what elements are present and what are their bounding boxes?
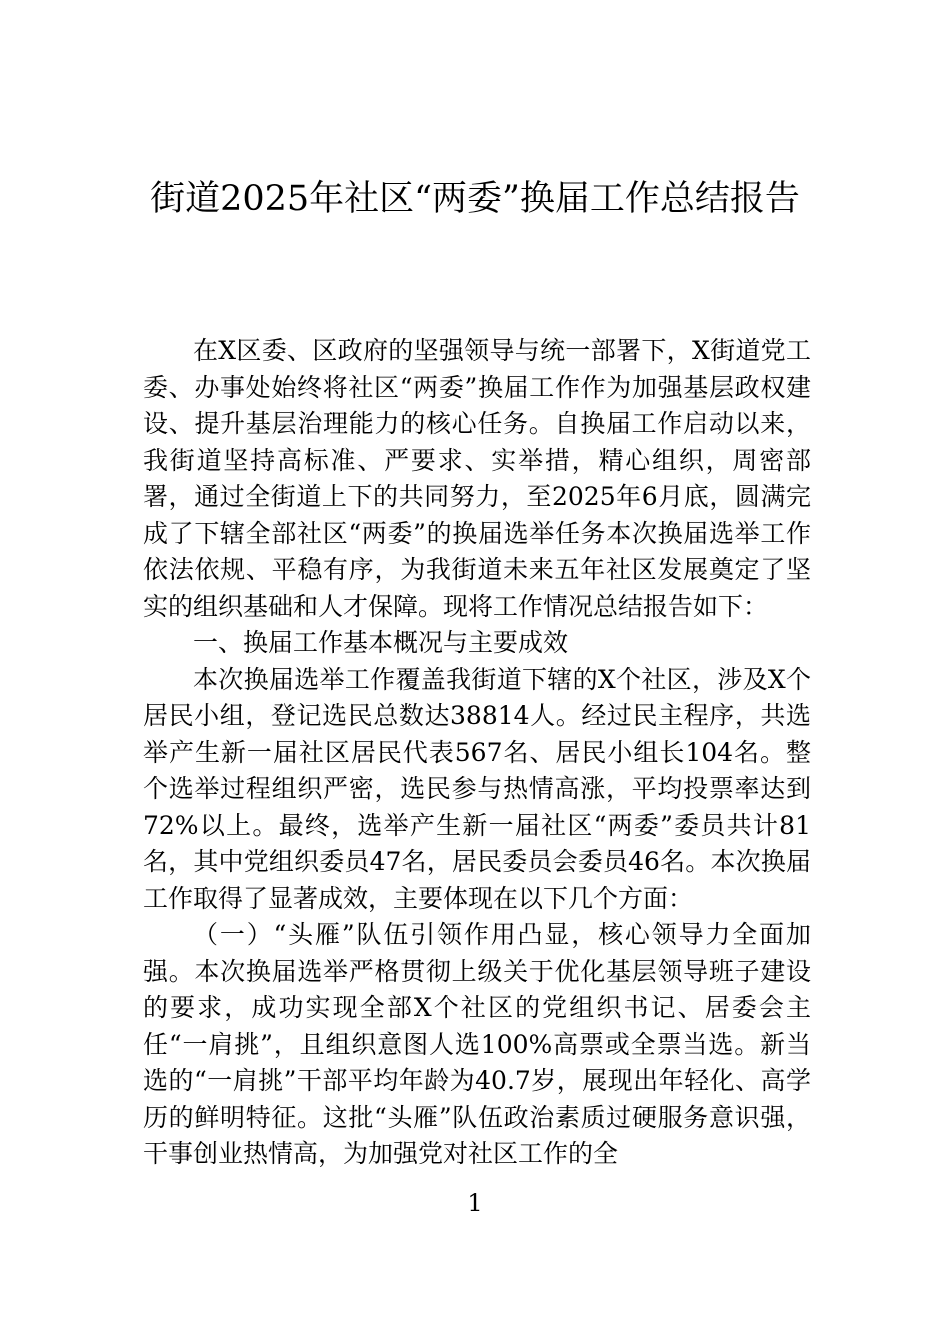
paragraph-intro: 在X区委、区政府的坚强领导与统一部署下，X街道党工委、办事处始终将社区“两委”换届工作作为加强基层政权建设、提升基层治理能力的核心任务。自换届工作启动以来，我街道坚持高标准、严要求、实举措，精心组织，周密部署，通过全街道上下的共同努力，至2025年6月底，圆满完成了下辖全部社区“两委”的换届选举任务本次换届选举工作依法依规、平稳有序，为我街道未来五年社区发展奠定了坚实的组织基础和人才保障。现将工作情况总结报告如下： xyxy=(143,336,811,621)
paragraph-overview: 本次换届选举工作覆盖我街道下辖的X个社区，涉及X个居民小组，登记选民总数达38814人。经过民主程序，共选举产生新一届社区居民代表567名、居民小组长104名。整个选举过程组织严密，选民参与热情高涨，平均投票率达到72%以上。最终，选举产生新一届社区“两委”委员共计81名，其中党组织委员47名，居民委员会委员46名。本次换届工作取得了显著成效，主要体现在以下几个方面： xyxy=(143,664,811,913)
section-heading: 一、换届工作基本概况与主要成效 xyxy=(193,628,569,657)
document-body xyxy=(143,333,811,1173)
page-number: 1 xyxy=(467,1189,483,1217)
document-title: 街道2025年社区“两委”换届工作总结报告 xyxy=(150,179,800,219)
paragraph-point-one: （一）“头雁”队伍引领作用凸显，核心领导力全面加强。本次换届选举严格贯彻上级关于优化基层领导班子建设的要求，成功实现全部X个社区的党组织书记、居委会主任“一肩挑”，且组织意图人选100%高票或全票当选。新当选的“一肩挑”干部平均年龄为40.7岁，展现出年轻化、高学历的鲜明特征。这批“头雁”队伍政治素质过硬服务意识强，干事创业热情高，为加强党对社区工作的全 xyxy=(143,920,811,1168)
